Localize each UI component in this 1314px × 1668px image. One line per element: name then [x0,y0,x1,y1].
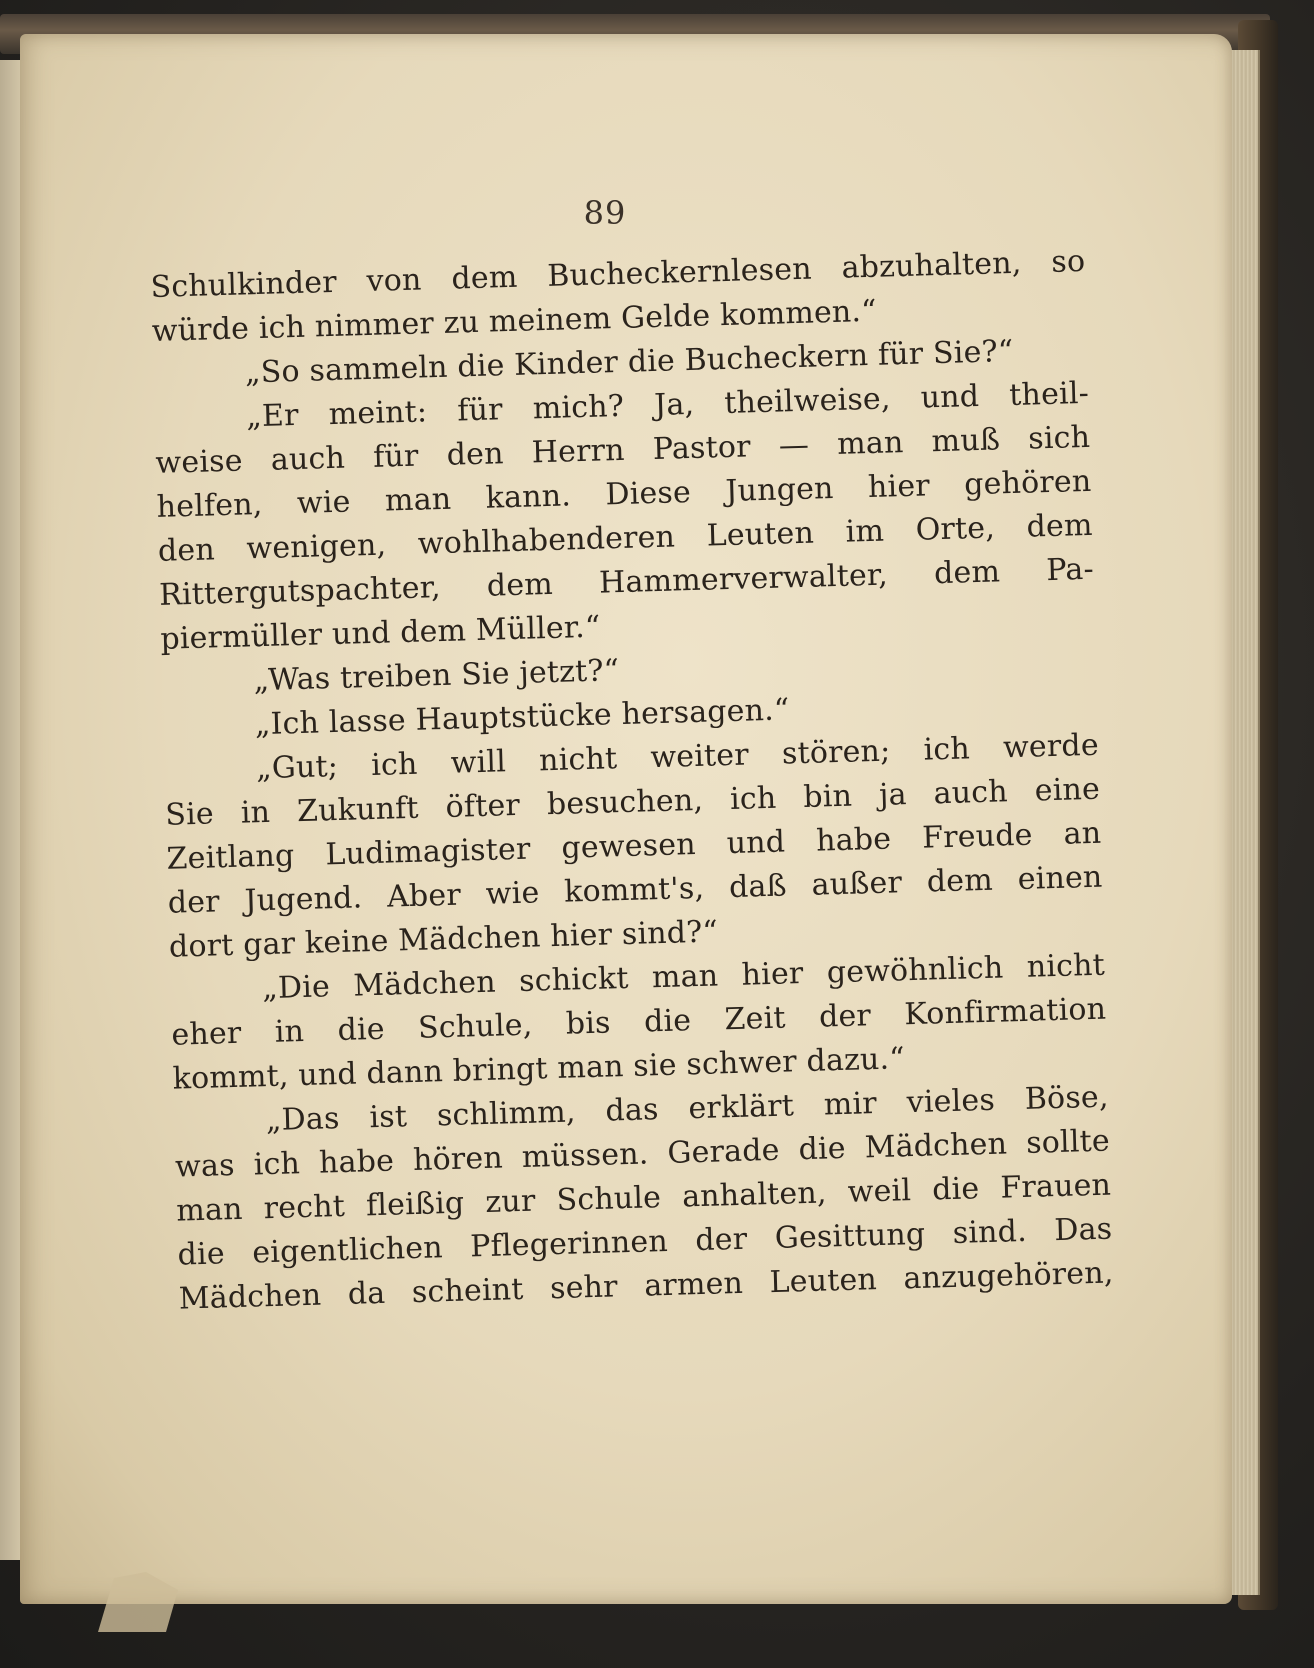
text-line: weise auch für den Herrn Pastor — man muß sich [155,419,1091,481]
text-line: piermüller und dem Müller.“ [159,609,601,657]
text-line: „Er meint: für mich? Ja, theilweise, und theil- [245,375,1090,435]
text-line: was ich habe hören müssen. Gerade die Mädchen sollte [174,1123,1111,1185]
text-line: Mädchen da scheint sehr armen Leuten anzugehören, [178,1255,1114,1317]
book-page [20,34,1232,1604]
page-number: 89 [583,194,627,232]
text-line: „Die Mädchen schickt man hier gewöhnlich nicht [261,947,1106,1007]
text-line: „Das ist schlimm, das erklärt mir vieles Böse, [265,1079,1110,1139]
text-line: den wenigen, wohlhabenderen Leuten im Orte, dem [157,507,1094,569]
text-line: Schulkinder von dem Bucheckernlesen abzuhalten, so [150,243,1086,305]
text-line: Rittergutspachter, dem Hammerverwalter, dem Pa- [158,551,1095,613]
page-corner-wear [98,1572,178,1632]
text-line: die eigentlichen Pflegerinnen der Gesittung sind. Das [177,1211,1113,1273]
text-line: würde ich nimmer zu meinem Gelde kommen.“ [151,293,878,349]
text-line: Zeitlang Ludimagister gewesen und habe Freude an [166,815,1102,877]
text-line: „Gut; ich will nicht weiter stören; ich werde [255,727,1100,787]
text-line: dort gar keine Mädchen hier sind?“ [168,914,719,965]
text-line: „So sammeln die Kinder die Bucheckern für Sie?“ [244,333,1014,391]
text-line: der Jugend. Aber wie kommt's, daß außer dem einen [167,859,1103,921]
page-text [150,240,1115,1366]
text-line: helfen, wie man kann. Diese Jungen hier gehören [156,463,1092,525]
text-line: man recht fleißig zur Schule anhalten, weil die Frauen [175,1167,1112,1229]
text-line: eher in die Schule, bis die Zeit der Konfirmation [170,991,1107,1053]
text-line: kommt, und dann bringt man sie schwer dazu.“ [172,1041,906,1097]
text-line: „Was treiben Sie jetzt?“ [253,653,620,699]
text-line: Sie in Zukunft öfter besuchen, ich bin ja auch eine [164,771,1101,833]
text-line: „Ich lasse Hauptstücke hersagen.“ [254,692,790,743]
